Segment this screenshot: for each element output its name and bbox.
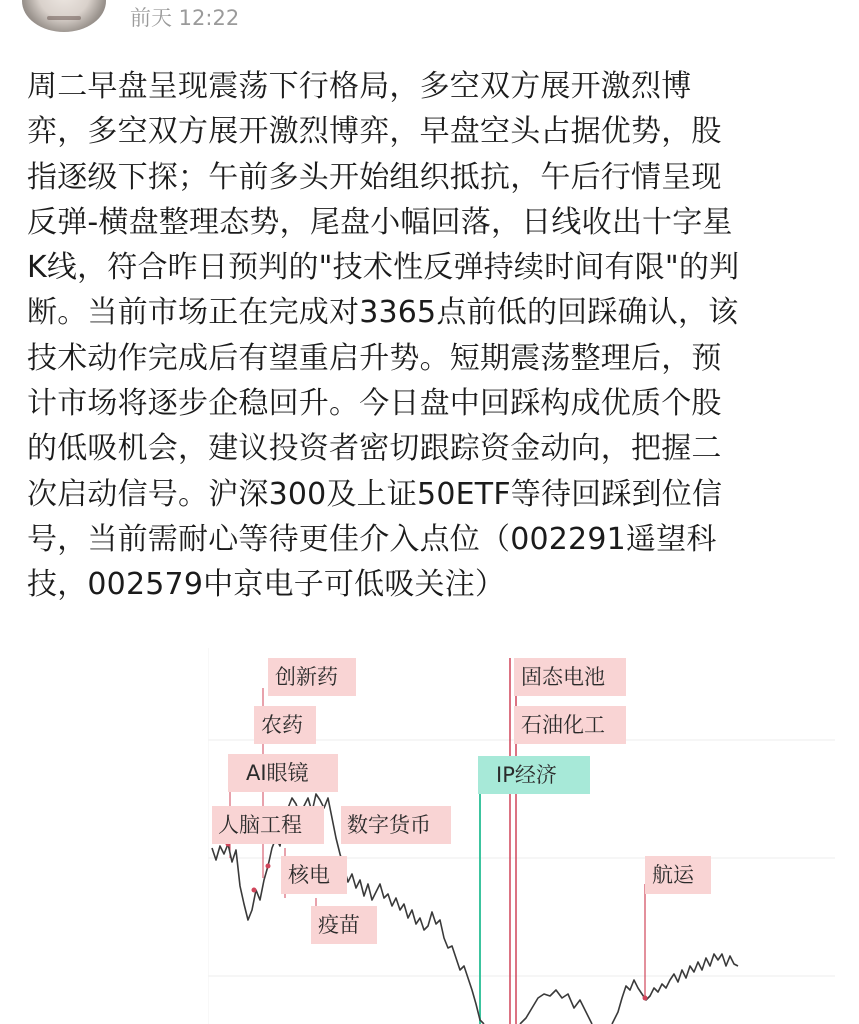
tag-nuclear-power[interactable] xyxy=(281,856,347,894)
tag-chip-label: 航运 xyxy=(652,863,694,887)
post-timestamp: 前天 12:22 xyxy=(130,6,240,30)
tag-chip-label: 石油化工 xyxy=(521,713,605,737)
price-marker xyxy=(252,888,257,893)
intraday-chart-svg xyxy=(208,648,835,1024)
post-body-line: 指逐级下探；午前多头开始组织抵抗，午后行情呈现 xyxy=(27,159,722,195)
tag-chip-label: 人脑工程 xyxy=(218,813,302,837)
tag-chip-label: AI眼镜 xyxy=(246,761,309,785)
tag-petrochemical[interactable] xyxy=(514,706,626,744)
post-body-line: 技术动作完成后有望重启升势。短期震荡整理后，预 xyxy=(27,340,722,376)
tag-chip-label: 数字货币 xyxy=(347,813,431,837)
tag-pesticide[interactable] xyxy=(254,706,316,744)
tag-chip-label: 农药 xyxy=(261,713,303,737)
post-body-line: 技，002579中京电子可低吸关注） xyxy=(27,567,506,603)
tag-ip-economy[interactable] xyxy=(478,756,590,794)
post-body xyxy=(27,64,832,608)
tag-chip-label: IP经济 xyxy=(496,763,557,787)
intraday-chart-image[interactable] xyxy=(208,648,835,1024)
tag-brain-engineering[interactable] xyxy=(212,806,324,844)
post-body-line: 反弹-横盘整理态势，尾盘小幅回落，日线收出十字星 xyxy=(27,204,733,240)
price-line-rebound xyxy=(520,990,592,1024)
post-header xyxy=(0,0,859,40)
tag-vaccine[interactable] xyxy=(311,906,377,944)
tag-shipping[interactable] xyxy=(645,856,711,894)
post-body-line: 弈，多空双方展开激烈博弈，早盘空头占据优势，股 xyxy=(27,114,722,150)
tag-chip-label: 创新药 xyxy=(275,665,338,689)
tag-chip-label: 核电 xyxy=(288,863,330,887)
post-body-line: 号，当前需耐心等待更佳介入点位（002291遥望科 xyxy=(27,521,717,557)
price-marker xyxy=(266,864,271,869)
tag-digital-currency[interactable] xyxy=(341,806,451,844)
price-marker xyxy=(643,996,648,1001)
tag-chip-label: 疫苗 xyxy=(318,913,360,937)
post-body-line: 的低吸机会，建议投资者密切跟踪资金动向，把握二 xyxy=(27,431,722,467)
post-body-line: 周二早盘呈现震荡下行格局，多空双方展开激烈博 xyxy=(27,69,692,104)
price-line-tail xyxy=(612,954,738,1024)
post-body-line: 计市场将逐步企稳回升。今日盘中回踩构成优质个股 xyxy=(27,386,722,422)
tag-ai-glasses[interactable] xyxy=(228,754,338,792)
post-body-line: 次启动信号。沪深300及上证50ETF等待回踩到位信 xyxy=(27,476,723,512)
post-body-line: 断。当前市场正在完成对3365点前低的回踩确认，该 xyxy=(27,295,739,331)
avatar[interactable] xyxy=(22,0,106,32)
tag-chip-label: 固态电池 xyxy=(521,665,605,689)
post-body-line: K线，符合昨日预判的"技术性反弹持续时间有限"的判 xyxy=(27,250,740,286)
tag-innovative-drug[interactable] xyxy=(268,658,356,696)
tag-solid-state-battery[interactable] xyxy=(514,658,626,696)
